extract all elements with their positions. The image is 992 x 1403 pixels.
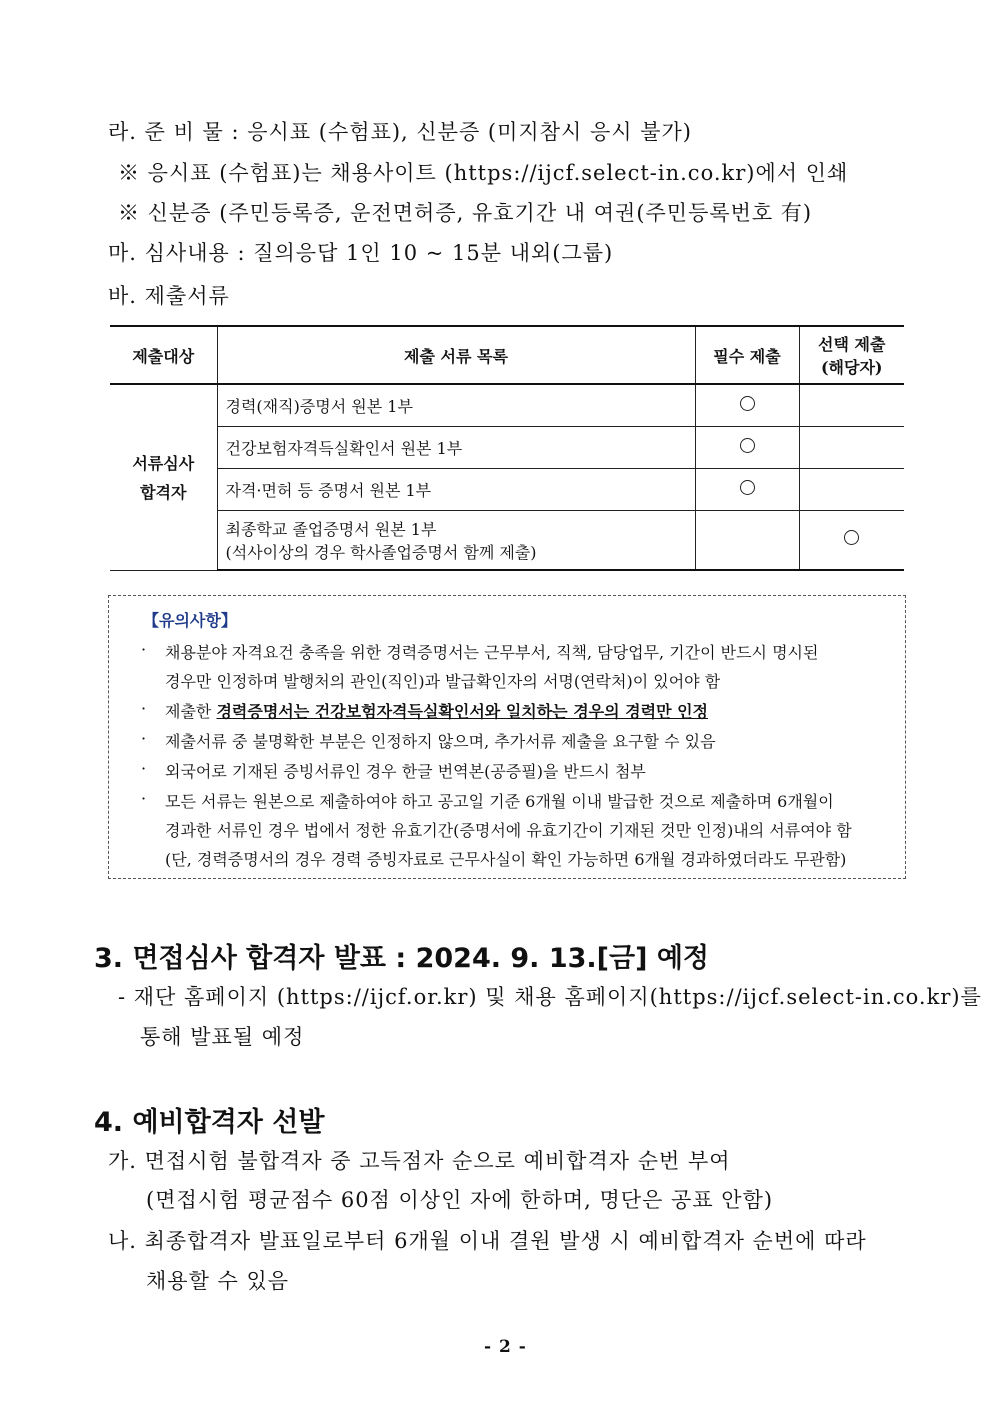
- header-optional: 선택 제출 (해당자): [799, 326, 904, 384]
- table-row: [110, 426, 904, 468]
- notice-title: 【유의사항】: [143, 611, 237, 630]
- bullet: ·: [141, 699, 147, 718]
- bullet: ·: [141, 640, 147, 659]
- required-mark: [695, 426, 799, 468]
- required-mark: [695, 384, 799, 426]
- bullet: ·: [141, 789, 147, 808]
- section-ba: 바. 제출서류: [108, 284, 230, 308]
- section4-ga-2: (면접시험 평균점수 60점 이상인 자에 한하며, 명단은 공표 안함): [146, 1188, 774, 1212]
- bullet: ·: [141, 729, 147, 748]
- doc-cell: 최종학교 졸업증명서 원본 1부 (석사이상의 경우 학사졸업증명서 함께 제출): [217, 510, 695, 570]
- section4-ga-1: 가. 면접시험 불합격자 중 고득점자 순으로 예비합격자 순번 부여: [108, 1149, 731, 1173]
- section-ra-main: 라. 준 비 물 : 응시표 (수험표), 신분증 (미지참시 응시 불가): [108, 120, 692, 144]
- required-mark: [695, 468, 799, 510]
- section3-heading: 3. 면접심사 합격자 발표 : 2024. 9. 13.[금] 예정: [94, 943, 709, 974]
- bullet: ·: [141, 759, 147, 778]
- notice-item-1a: 채용분야 자격요건 충족을 위한 경력증명서는 근무부서, 직책, 담당업무, 기간이 반드시 명시된: [165, 643, 819, 662]
- notice-item-5b: 경과한 서류인 경우 법에서 정한 유효기간(증명서에 유효기간이 기재된 것만 인정)내의 서류여야 함: [165, 821, 852, 840]
- optional-cell: [799, 426, 904, 468]
- doc-cell: 건강보험자격득실확인서 원본 1부: [217, 426, 695, 468]
- optional-cell: [799, 468, 904, 510]
- section4-na-2: 채용할 수 있음: [146, 1269, 290, 1293]
- table-row: [110, 468, 904, 510]
- section-ma: 마. 심사내용 : 질의응답 1인 10 ~ 15분 내외(그룹): [108, 241, 614, 265]
- page-number: - 2 -: [484, 1337, 527, 1357]
- header-target: 제출대상: [110, 326, 217, 384]
- doc-cell: 자격·면허 등 증명서 원본 1부: [217, 468, 695, 510]
- optional-cell: [799, 384, 904, 426]
- notice-item-2: 제출한 경력증명서는 건강보험자격득실확인서와 일치하는 경우의 경력만 인정: [165, 702, 709, 721]
- target-cell: 서류심사 합격자: [110, 384, 217, 570]
- notice-item-4: 외국어로 기재된 증빙서류인 경우 한글 번역본(공증필)을 반드시 첨부: [165, 762, 646, 781]
- section3-line-1: - 재단 홈페이지 (https://ijcf.or.kr) 및 채용 홈페이지(https://ijcf.select-in.co.kr)를: [118, 985, 982, 1009]
- table-row: [110, 510, 904, 570]
- table-header-row: [110, 326, 904, 384]
- required-cell: [695, 510, 799, 570]
- header-required: 필수 제출: [695, 326, 799, 384]
- notice-item-3: 제출서류 중 불명확한 부분은 인정하지 않으며, 추가서류 제출을 요구할 수 있음: [165, 732, 716, 751]
- header-doc-list: 제출 서류 목록: [217, 326, 695, 384]
- notice-item-5c: (단, 경력증명서의 경우 경력 증빙자료로 근무사실이 확인 가능하면 6개월 경과하였더라도 무관함): [165, 850, 847, 869]
- table-row: [110, 384, 904, 426]
- section4-heading: 4. 예비합격자 선발: [94, 1107, 325, 1138]
- submission-table: [110, 325, 904, 571]
- section3-line-2: 통해 발표될 예정: [140, 1025, 305, 1049]
- optional-mark: [799, 510, 904, 570]
- notice-box: [108, 595, 906, 879]
- notice-item-5a: 모든 서류는 원본으로 제출하여야 하고 공고일 기준 6개월 이내 발급한 것으로 제출하며 6개월이: [165, 792, 834, 811]
- section4-na-1: 나. 최종합격자 발표일로부터 6개월 이내 결원 발생 시 예비합격자 순번에 따라: [108, 1229, 867, 1253]
- section-ra-note-ticket: ※ 응시표 (수험표)는 채용사이트 (https://ijcf.select-in.co.kr)에서 인쇄: [118, 161, 849, 185]
- doc-cell: 경력(재직)증명서 원본 1부: [217, 384, 695, 426]
- section-ra-note-id: ※ 신분증 (주민등록증, 운전면허증, 유효기간 내 여권(주민등록번호 有): [118, 201, 813, 225]
- notice-item-1b: 경우만 인정하며 발행처의 관인(직인)과 발급확인자의 서명(연락처)이 있어야 함: [165, 672, 721, 691]
